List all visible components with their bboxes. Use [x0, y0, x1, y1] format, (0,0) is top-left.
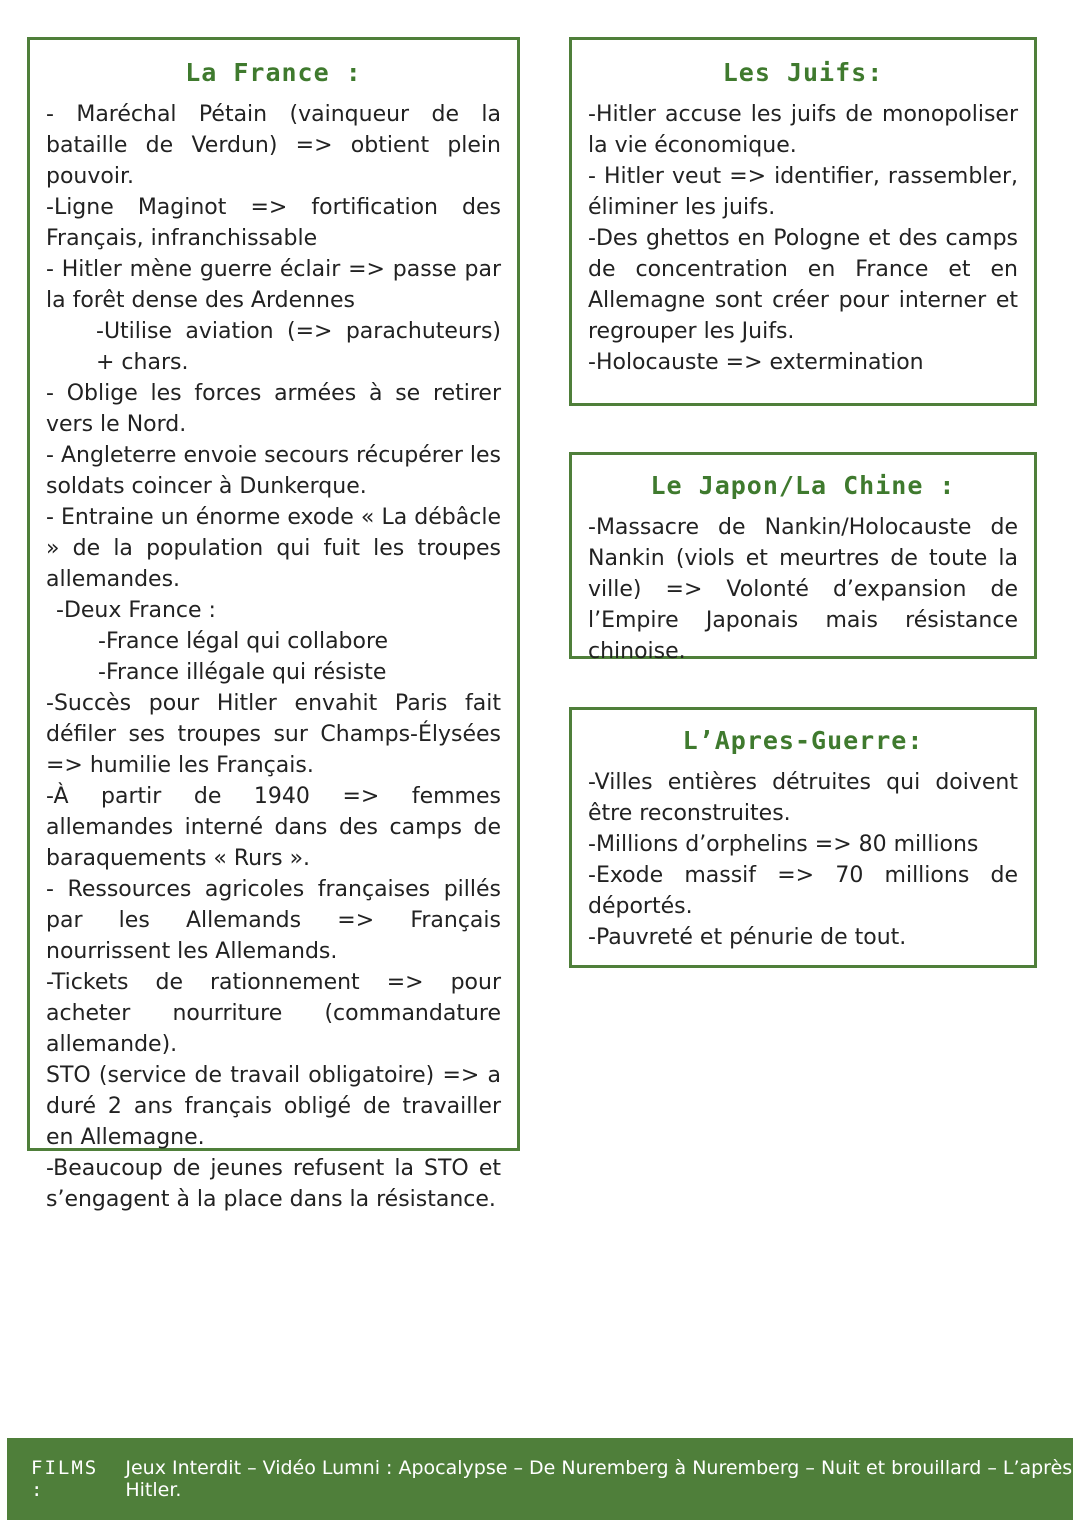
france-list	[46, 99, 501, 1215]
france-line: STO (service de travail obligatoire) => a duré 2 ans français obligé de travailler en Allemagne.	[46, 1063, 501, 1150]
france-line: -À partir de 1940 => femmes allemandes interné dans des camps de baraquements « Rurs ».	[46, 784, 501, 871]
france-line: - Hitler mène guerre éclair => passe par la forêt dense des Ardennes	[46, 257, 501, 313]
films-label: FILMS :	[31, 1457, 99, 1501]
france-line: - Maréchal Pétain (vainqueur de la bataille de Verdun) => obtient plein pouvoir.	[46, 102, 501, 189]
juifs-line: - Hitler veut => identifier, rassembler, éliminer les juifs.	[588, 164, 1018, 220]
france-line: -Utilise aviation (=> parachuteurs) + chars.	[96, 319, 501, 375]
france-title: La France :	[185, 58, 362, 87]
france-line: - Angleterre envoie secours récupérer les soldats coincer à Dunkerque.	[46, 443, 501, 499]
apres-guerre-line: -Exode massif => 70 millions de déportés.	[588, 863, 1018, 919]
films-footer	[7, 1438, 1073, 1520]
juifs-line: -Holocauste => extermination	[588, 350, 924, 375]
france-line: -France légal qui collabore	[98, 629, 389, 654]
films-list: Jeux Interdit – Vidéo Lumni : Apocalypse – De Nuremberg à Nuremberg – Nuit et brouillard – L’après Hitler.	[125, 1457, 1073, 1501]
japon-section	[569, 452, 1037, 664]
juifs-line: -Des ghettos en Pologne et des camps de concentration en France et en Allemagne sont créer pour interner et regrouper les Juifs.	[588, 226, 1018, 344]
juifs-title: Les Juifs:	[722, 58, 884, 87]
apres-guerre-line: -Villes entières détruites qui doivent être reconstruites.	[588, 770, 1018, 826]
japon-line: -Massacre de Nankin/Holocauste de Nankin (viols et meurtres de toute la ville) => Volonté d’expansion de l’Empire Japonais mais résistance chinoise.	[588, 515, 1018, 664]
japon-list	[588, 512, 1018, 667]
apres-guerre-title: L’Apres-Guerre:	[682, 726, 924, 755]
juifs-section	[569, 37, 1037, 406]
france-line: -Ligne Maginot => fortification des Français, infranchissable	[46, 195, 501, 251]
france-line: - Entraine un énorme exode « La débâcle » de la population qui fuit les troupes allemandes.	[46, 505, 501, 592]
france-line: -Tickets de rationnement => pour acheter nourriture (commandature allemande).	[46, 970, 501, 1057]
france-line: -France illégale qui résiste	[98, 660, 387, 685]
france-line: -Beaucoup de jeunes refusent la STO et s’engagent à la place dans la résistance.	[46, 1156, 501, 1212]
juifs-list	[588, 99, 1018, 378]
apres-guerre-line: -Millions d’orphelins => 80 millions	[588, 832, 979, 857]
france-section	[27, 37, 520, 1212]
apres-guerre-line: -Pauvreté et pénurie de tout.	[588, 925, 907, 950]
france-line: - Oblige les forces armées à se retirer vers le Nord.	[46, 381, 501, 437]
japon-title: Le Japon/La Chine :	[650, 471, 956, 500]
france-line: - Ressources agricoles françaises pillés par les Allemands => Français nourrissent les Allemands.	[46, 877, 501, 964]
france-line: -Succès pour Hitler envahit Paris fait défiler ses troupes sur Champs-Élysées => humilie les Français.	[46, 691, 501, 778]
france-line: -Deux France :	[56, 598, 216, 623]
juifs-line: -Hitler accuse les juifs de monopoliser la vie économique.	[588, 102, 1018, 158]
apres-guerre-list	[588, 767, 1018, 953]
apres-guerre-section	[569, 707, 1037, 968]
